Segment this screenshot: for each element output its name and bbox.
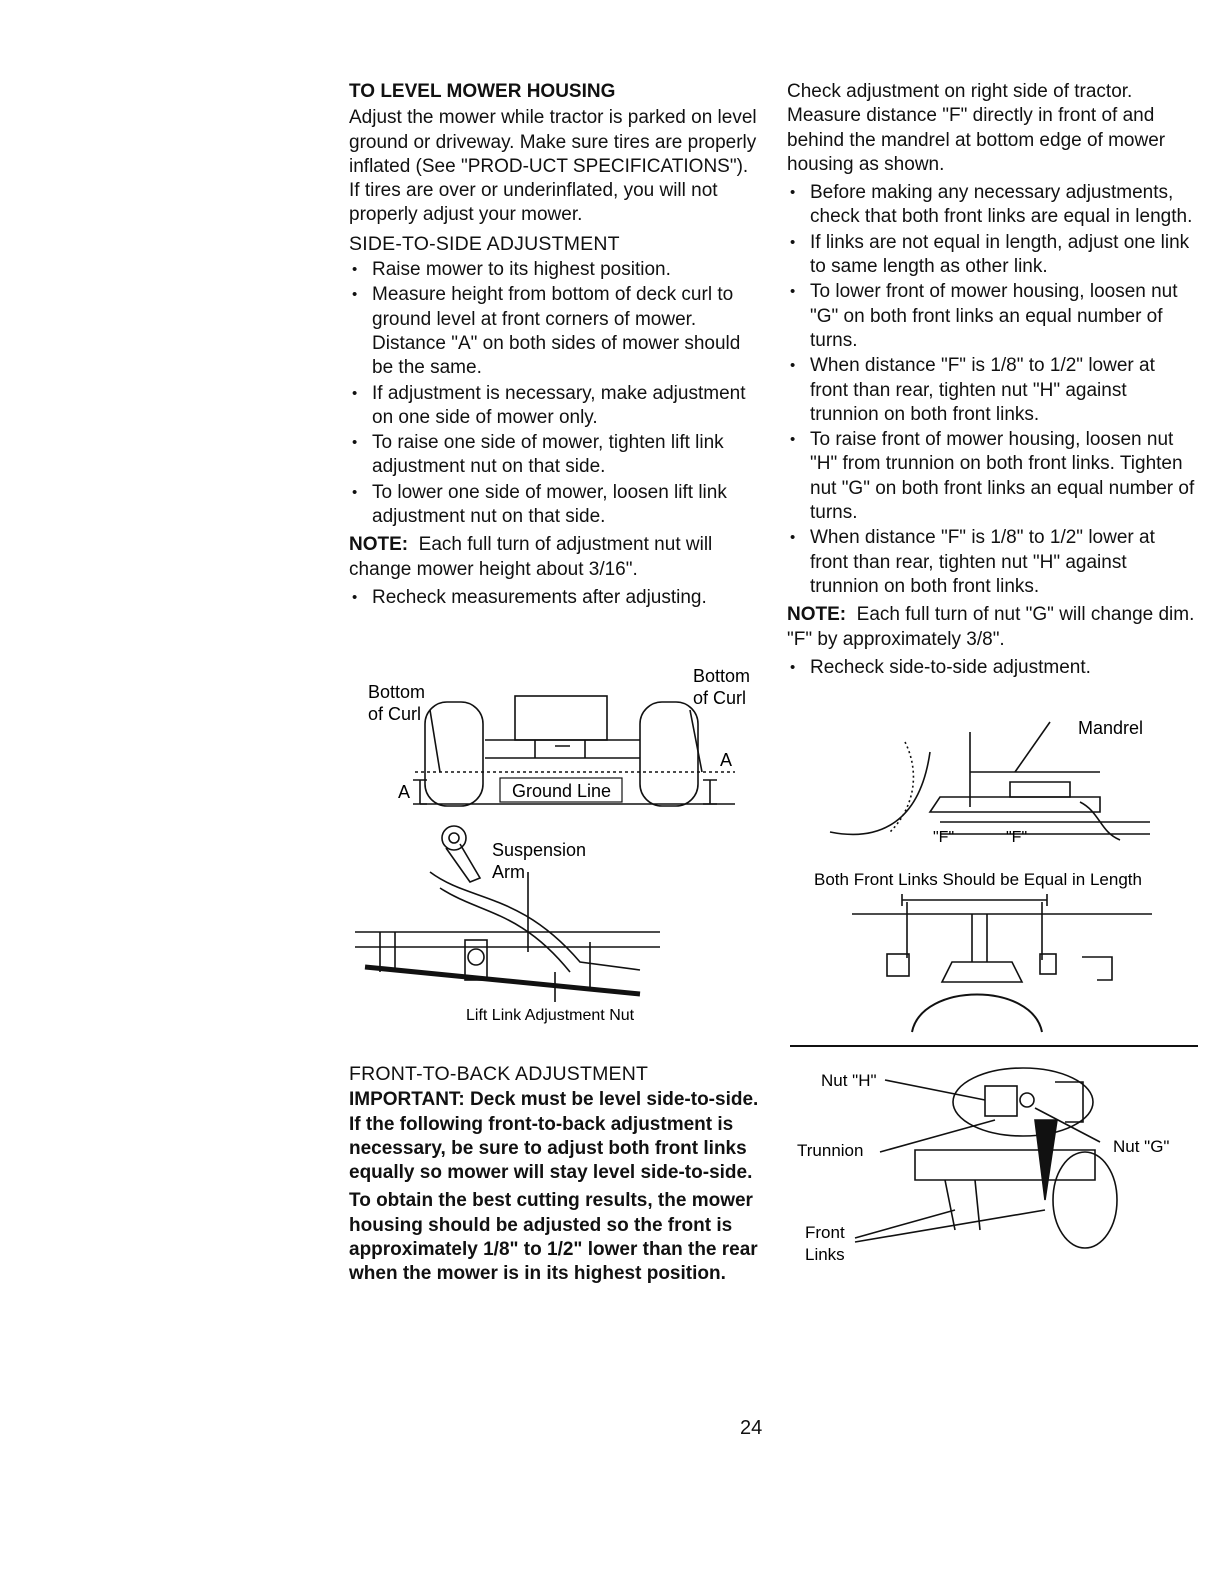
- right-note-paragraph: [787, 603, 1197, 652]
- distance-f-front-label: "F": [933, 829, 955, 846]
- list-item: • When distance "F" is 1/8" to 1/2" lower at front than rear, tighten nut "H" against trunnion on both front links.: [787, 354, 1197, 427]
- important-label: IMPORTANT:: [349, 1089, 465, 1111]
- right-recheck-list: [787, 656, 1197, 680]
- diagram-divider: [790, 1045, 1198, 1047]
- arm-label: Arm: [492, 862, 525, 882]
- front-links-equal-diagram: [812, 862, 1192, 1042]
- list-item: • Recheck measurements after adjusting.: [349, 586, 764, 610]
- list-item: • To raise one side of mower, tighten lift link adjustment nut on that side.: [349, 431, 764, 480]
- list-item: • If links are not equal in length, adjust one link to same length as other link.: [787, 231, 1197, 280]
- side-to-side-list: [349, 258, 764, 529]
- recheck-list: [349, 586, 764, 610]
- nut-h-label: Nut "H": [821, 1071, 877, 1090]
- best-results-paragraph: To obtain the best cutting results, the mower housing should be adjusted so the front is approximately 1/8" to 1/2" lower than the rear when the mower is in its highest position.: [349, 1190, 758, 1285]
- front-label: Front: [805, 1223, 845, 1242]
- important-paragraph: [349, 1088, 759, 1185]
- ground-line-label: Ground Line: [512, 781, 612, 801]
- note-paragraph: [349, 533, 764, 582]
- bottom-of-curl-right-label: Bottom: [693, 666, 751, 686]
- bottom-of-curl-right-label-2: of Curl: [693, 688, 747, 708]
- list-item: • When distance "F" is 1/8" to 1/2" lower at front than rear, tighten nut "H" against trunnion on both front links.: [787, 526, 1197, 599]
- note-label: NOTE:: [349, 534, 409, 556]
- nut-g-label: Nut "G": [1113, 1137, 1170, 1156]
- distance-f-rear-label: "F": [1006, 829, 1028, 846]
- left-column: [349, 80, 764, 614]
- right-intro-paragraph: Check adjustment on right side of tractor. Measure distance "F" directly in front of and behind the mandrel at bottom edge of mower housing as shown.: [787, 81, 1166, 175]
- note-text: Each full turn of adjustment nut will change mower height about 3/16".: [349, 534, 713, 580]
- right-column: [787, 80, 1197, 684]
- lift-link-adjustment-nut-label: Lift Link Adjustment Nut: [466, 1007, 635, 1024]
- front-links-caption: Both Front Links Should be Equal in Length: [814, 870, 1142, 889]
- front-to-back-heading: FRONT-TO-BACK ADJUSTMENT: [349, 1063, 649, 1085]
- distance-a-right-label: A: [720, 750, 733, 770]
- list-item: • Measure height from bottom of deck curl to ground level at front corners of mower. Distance "A" on both sides of mower should be the same.: [349, 283, 764, 380]
- list-item: • Before making any necessary adjustments, check that both front links are equal in length.: [787, 181, 1197, 230]
- front-to-back-list: [787, 181, 1197, 599]
- intro-paragraph: Adjust the mower while tractor is parked on level ground or driveway. Make sure tires are properly inflated (See "PROD-UCT SPECIFICATIONS"). If tires are over or underinflated, you will not properly adjust your mower.: [349, 107, 757, 226]
- bottom-of-curl-left-label: Bottom: [368, 682, 426, 702]
- distance-a-left-label: A: [398, 782, 411, 802]
- note-text: Each full turn of nut "G" will change dim. "F" by approximately 3/8".: [787, 604, 1195, 650]
- deck-ground-line-diagram: [360, 662, 760, 812]
- list-item: • To raise front of mower housing, loosen nut "H" from trunnion on both front links. Tighten nut "G" on both front links an equal number of turns.: [787, 428, 1197, 525]
- trunnion-label: Trunnion: [797, 1141, 864, 1160]
- important-text: Deck must be level side-to-side. If the following front-to-back adjustment is necessary, be sure to adjust both front links equally so mower will stay level side-to-side.: [349, 1089, 759, 1184]
- side-to-side-heading: SIDE-TO-SIDE ADJUSTMENT: [349, 232, 620, 255]
- links-label: Links: [805, 1245, 845, 1264]
- section-heading-level-mower: TO LEVEL MOWER HOUSING: [349, 81, 616, 102]
- list-item: • If adjustment is necessary, make adjustment on one side of mower only.: [349, 382, 764, 431]
- bottom-of-curl-left-label-2: of Curl: [368, 704, 422, 724]
- nut-trunnion-links-diagram: [795, 1060, 1195, 1270]
- list-item: • To lower front of mower housing, loosen nut "G" on both front links an equal number of turns.: [787, 280, 1197, 353]
- front-to-back-section: [349, 1058, 759, 1291]
- list-item: • To lower one side of mower, loosen lift link adjustment nut on that side.: [349, 481, 764, 530]
- list-item: • Recheck side-to-side adjustment.: [787, 656, 1197, 680]
- page-number: 24: [740, 1417, 763, 1439]
- suspension-label: Suspension: [492, 840, 587, 860]
- mandrel-distance-diagram: [820, 712, 1190, 862]
- mandrel-label: Mandrel: [1078, 718, 1144, 738]
- list-item: • Raise mower to its highest position.: [349, 258, 764, 282]
- note-label: NOTE:: [787, 604, 847, 626]
- suspension-arm-diagram: [350, 822, 680, 1032]
